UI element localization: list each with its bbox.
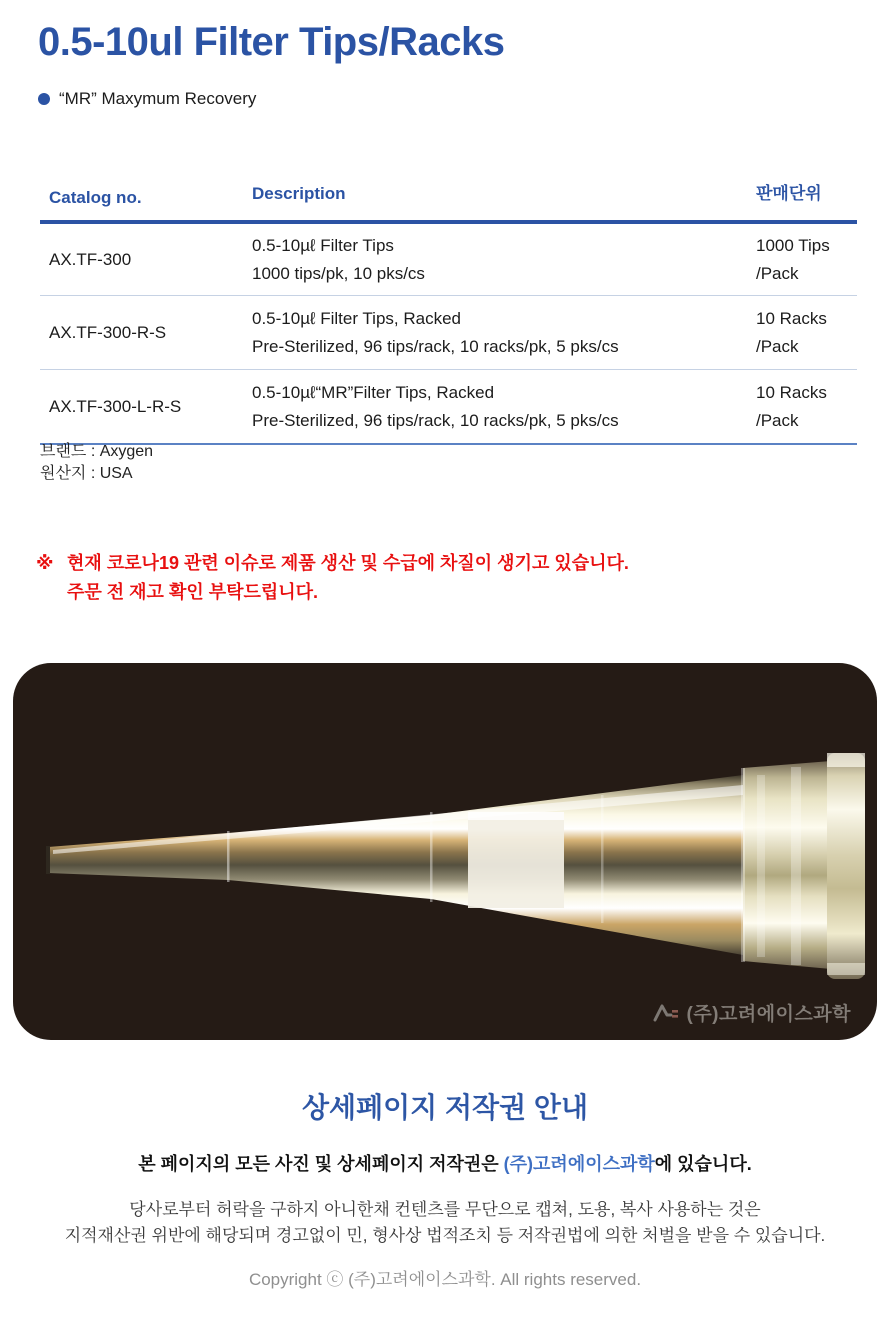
origin-label: 원산지 : USA (40, 464, 133, 482)
page-title: 0.5-10ul Filter Tips/Racks (38, 20, 505, 64)
catalog-cell: AX.TF-300 (49, 249, 132, 269)
description-line: 0.5-10µℓ“MR”Filter Tips, Racked (252, 382, 495, 402)
description-cell (252, 379, 756, 435)
bullet-icon (38, 93, 50, 105)
brand-label: 브랜드 : Axygen (40, 443, 154, 460)
copyright-heading: 상세페이지 저작권 안내 (301, 1092, 589, 1123)
table-row (40, 224, 857, 296)
table-header-row (40, 164, 857, 224)
unit-line: /Pack (756, 263, 799, 283)
description-line: Pre-Sterilized, 96 tips/rack, 10 racks/pk, 5 pks/cs (252, 410, 619, 430)
unit-cell (756, 379, 857, 435)
feature-bullet-row (38, 89, 256, 109)
unit-line: 10 Racks (756, 382, 827, 402)
product-photo (13, 663, 877, 1040)
reference-mark: ※ (36, 553, 54, 573)
company-name-highlight: (주)고려에이스과학 (503, 1154, 655, 1174)
watermark (652, 999, 852, 1026)
feature-text: “MR” Maxymum Recovery (59, 89, 257, 108)
unit-cell (756, 305, 857, 361)
col-header-catalog: Catalog no. (49, 188, 142, 207)
copyright-warning (0, 1197, 890, 1249)
catalog-cell: AX.TF-300-R-S (49, 322, 167, 342)
unit-line: 1000 Tips (756, 235, 830, 255)
unit-line: 10 Racks (756, 308, 827, 328)
brand-origin-block (40, 441, 153, 484)
unit-line: /Pack (756, 336, 799, 356)
notice-line: 주문 전 재고 확인 부탁드립니다. (67, 582, 319, 602)
copyright-statement-prefix: 본 페이지의 모든 사진 및 상세페이지 저작권은 (138, 1154, 504, 1174)
description-line: 1000 tips/pk, 10 pks/cs (252, 263, 425, 283)
catalog-cell: AX.TF-300-L-R-S (49, 396, 182, 416)
copyright-statement (0, 1150, 890, 1176)
description-line: Pre-Sterilized, 96 tips/rack, 10 racks/pk, 5 pks/cs (252, 336, 619, 356)
copyright-footer: Copyright ⓒ (주)고려에이스과학. All rights reserved. (248, 1270, 642, 1289)
description-cell (252, 232, 756, 288)
unit-cell (756, 232, 857, 288)
unit-line: /Pack (756, 410, 799, 430)
company-logo-icon (652, 1002, 680, 1024)
col-header-unit: 판매단위 (756, 184, 822, 203)
watermark-text: (주)고려에이스과학 (686, 1004, 851, 1025)
notice-line: 현재 코로나19 관련 이슈로 제품 생산 및 수급에 차질이 생기고 있습니다. (67, 553, 629, 573)
copyright-warning-line: 지적재산권 위반에 해당되며 경고없이 민, 형사상 법적조치 등 저작권법에 의한 처벌을 받을 수 있습니다. (64, 1226, 826, 1245)
product-table (40, 164, 857, 445)
description-line: 0.5-10µℓ Filter Tips (252, 235, 394, 255)
table-row (40, 296, 857, 370)
covid-notice (36, 549, 629, 607)
pipette-tip-image (13, 663, 877, 1040)
copyright-warning-line: 당사로부터 허락을 구하지 아니한채 컨텐츠를 무단으로 캡쳐, 도용, 복사 사용하는 것은 (129, 1200, 761, 1219)
table-row (40, 370, 857, 445)
description-cell (252, 305, 756, 361)
description-line: 0.5-10µℓ Filter Tips, Racked (252, 308, 461, 328)
col-header-description: Description (252, 184, 346, 203)
copyright-statement-suffix: 에 있습니다. (654, 1154, 752, 1174)
